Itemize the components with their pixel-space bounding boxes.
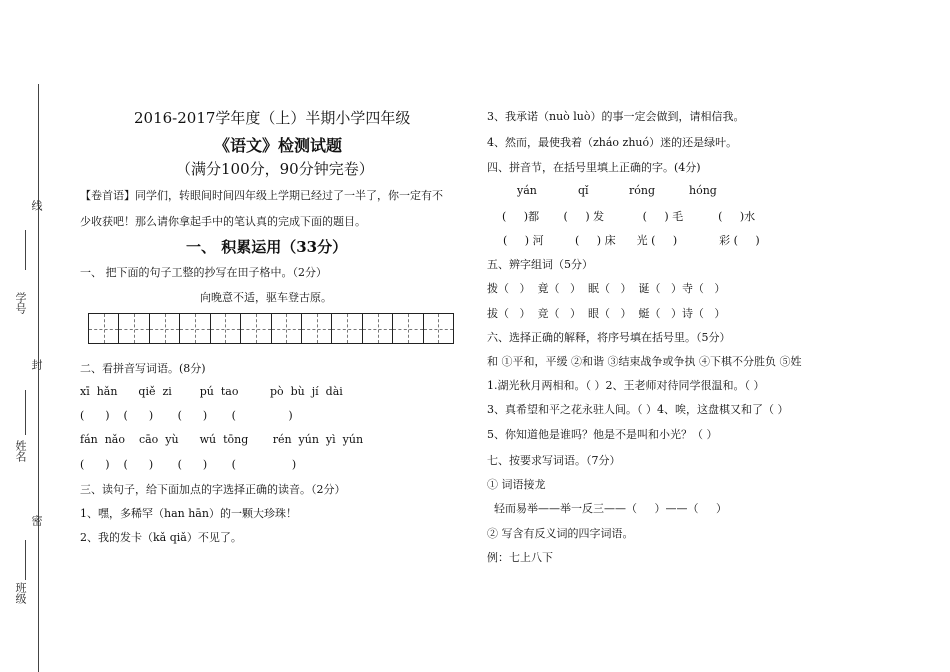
exam-subtitle: 《语文》检测试题 [214, 136, 343, 155]
q3-prompt: 三、读句子，给下面加点的字选择正确的读音。（2分） [80, 483, 346, 496]
grid-cell[interactable] [211, 314, 241, 343]
q1-prompt: 一、 把下面的句子工整的抄写在田子格中。（2分） [80, 266, 327, 279]
q6-line-1[interactable]: 1.湖光秋月两相和。（ ）2、王老师对待同学很温和。（ ） [487, 379, 765, 392]
grid-cell[interactable] [89, 314, 119, 343]
grid-cell[interactable] [393, 314, 423, 343]
q5-prompt: 五、辨字组词（5分） [487, 258, 593, 271]
q7-example: 例：七上八下 [487, 551, 553, 564]
q3-item-3: 3、我承诺（nuò luò）的事一定会做到，请相信我。 [487, 110, 745, 123]
grid-cell[interactable] [180, 314, 210, 343]
margin-secret-label: 密 [30, 515, 43, 526]
score-note: （满分100分，90分钟完卷） [176, 160, 374, 178]
binding-line [38, 84, 39, 672]
q7-prompt: 七、按要求写词语。（7分） [487, 454, 621, 467]
q7-sub-2: ② 写含有反义词的四字词语。 [487, 527, 634, 540]
grid-cell[interactable] [363, 314, 393, 343]
q6-options: 和 ①平和，平缓 ②和谐 ③结束战争或争执 ④下棋不分胜负 ⑤姓 [487, 355, 802, 368]
q2-pinyin-row-2: fán nǎo cāo yù wú tōng rén yún yì yún [80, 433, 364, 446]
q4-pinyin-4: hóng [689, 184, 717, 197]
margin-line-label: 线 [30, 200, 43, 211]
q6-line-2[interactable]: 3、真希望和平之花永驻人间。（ ）4、唉，这盘棋又和了（ ） [487, 403, 789, 416]
margin-student-no-label: 学号 [14, 292, 27, 314]
grid-cell[interactable] [150, 314, 180, 343]
name-underline [25, 390, 26, 435]
q2-blanks-row-1[interactable]: ( ) ( ) ( ) ( ) [80, 409, 293, 422]
grid-cell[interactable] [119, 314, 149, 343]
q4-row-2[interactable]: ( ) 河 ( ) 床 光 ( ) 彩 ( ) [503, 234, 760, 247]
tianzige-grid[interactable] [88, 313, 454, 344]
class-underline [25, 540, 26, 580]
q6-prompt: 六、选择正确的解释，将序号填在括号里。（5分） [487, 331, 731, 344]
q6-line-3[interactable]: 5、你知道他是谁吗？他是不是叫和小光？（ ） [487, 428, 718, 441]
intro-line-2: 少收获吧！那么请你拿起手中的笔认真的完成下面的题目。 [80, 215, 366, 228]
student-no-underline [25, 230, 26, 270]
grid-cell[interactable] [424, 314, 453, 343]
q3-item-4: 4、然而，最使我着（zháo zhuó）迷的还是绿叶。 [487, 136, 738, 149]
q3-item-1: 1、嘿，多稀罕（han hān）的一颗大珍珠！ [80, 507, 297, 520]
q7-chain[interactable]: 轻而易举——举一反三——（ ）——（ ） [494, 502, 727, 515]
q4-row-1[interactable]: ( )都 ( ) 发 ( ) 毛 ( )水 [502, 210, 756, 223]
exam-title: 2016-2017学年度（上）半期小学四年级 [134, 109, 411, 127]
q2-blanks-row-2[interactable]: ( ) ( ) ( ) ( ) [80, 458, 297, 471]
grid-cell[interactable] [302, 314, 332, 343]
margin-name-label: 姓名 [14, 440, 27, 462]
q4-prompt: 四、拼音节，在括号里填上正确的字。(4分) [487, 161, 701, 174]
q7-sub-1: ① 词语接龙 [487, 478, 546, 491]
margin-seal-label: 封 [30, 359, 43, 370]
q4-pinyin-1: yán [517, 184, 537, 197]
grid-cell[interactable] [241, 314, 271, 343]
part1-heading: 一、 积累运用（33分） [186, 238, 348, 256]
q5-row-2[interactable]: 拔（ ） 竞（ ） 眼（ ） 蜓（ ）诗（ ） [487, 307, 726, 320]
q2-pinyin-row-1: xī hǎn qiě zi pú tao pò bù jí dài [80, 385, 343, 398]
margin-class-label: 班级 [14, 582, 27, 604]
q4-pinyin-3: róng [629, 184, 656, 197]
q2-prompt: 二、看拼音写词语。(8分) [80, 362, 206, 375]
grid-cell[interactable] [272, 314, 302, 343]
q5-row-1[interactable]: 拨（ ） 竟（ ） 眠（ ） 诞（ ）寺（ ） [487, 282, 726, 295]
q3-item-2: 2、我的发卡（kǎ qiǎ）不见了。 [80, 531, 242, 544]
q4-pinyin-2: qǐ [578, 184, 589, 197]
q1-sentence: 向晚意不适，驱车登古原。 [200, 291, 332, 304]
grid-cell[interactable] [332, 314, 362, 343]
intro-line-1: 【卷首语】同学们，转眼间时间四年级上学期已经过了一半了，你一定有不 [80, 189, 443, 202]
